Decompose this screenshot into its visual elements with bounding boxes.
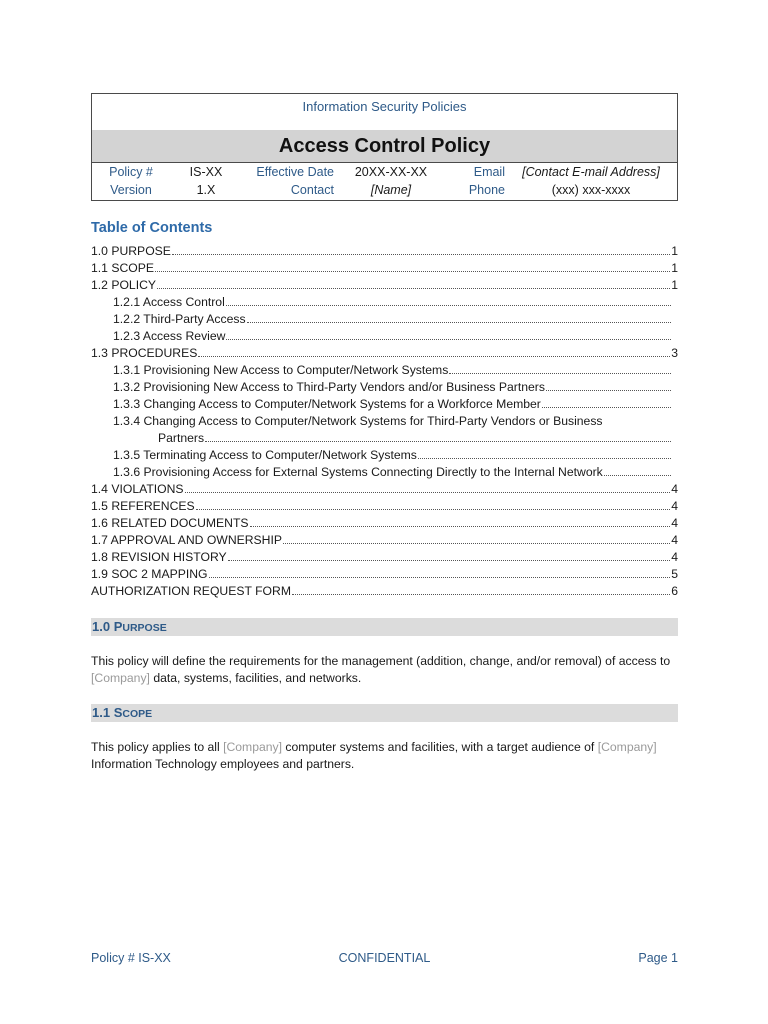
scope-paragraph: This policy applies to all [Company] computer systems and facilities, with a target audience of [Company] Information Technology employees and partners. [91,740,657,771]
toc-entry[interactable]: 1.3.2 Provisioning New Access to Third-Party Vendors and/or Business Partners [91,379,678,396]
footer-policy-number: Policy # IS-XX [91,951,171,965]
version-label: Version [110,183,152,197]
contact-label: Contact [290,183,334,197]
header-row-2 [92,181,677,199]
purpose-paragraph: This policy will define the requirements for the management (addition, change, and/or removal) of access to [Company] data, systems, facilities, and networks. [91,654,671,685]
policy-number-value: IS-XX [189,165,223,179]
company-placeholder: [Company] [223,740,283,754]
company-placeholder: [Company] [597,740,657,754]
page-footer [91,951,678,969]
header-category: Information Security Policies [302,99,467,114]
toc-entry-continued[interactable]: Partners [91,430,678,447]
policy-header-box [91,93,678,201]
toc-entry[interactable]: 1.2 POLICY 1 [91,278,678,292]
toc-entry[interactable]: 1.8 REVISION HISTORY 4 [91,550,678,564]
toc-heading: Table of Contents [91,220,213,236]
policy-number-label: Policy # [109,165,153,179]
toc-entry[interactable]: 1.0 PURPOSE 1 [91,244,678,258]
version-value: 1.X [196,183,216,197]
document-page [91,93,678,773]
toc-entry[interactable]: 1.2.1 Access Control [91,294,678,311]
toc-entry[interactable]: 1.3.5 Terminating Access to Computer/Network Systems [91,447,678,464]
toc-entry[interactable]: 1.3.3 Changing Access to Computer/Network Systems for a Workforce Member [91,396,678,413]
toc-entry[interactable]: 1.5 REFERENCES 4 [91,499,678,513]
document-title: Access Control Policy [92,130,677,162]
toc-entry[interactable]: 1.3.4 Changing Access to Computer/Network Systems for Third-Party Vendors or Business [113,414,603,428]
footer-confidential: CONFIDENTIAL [338,951,431,965]
toc-entry[interactable]: 1.3.6 Provisioning Access for External Systems Connecting Directly to the Internal Network [91,464,678,481]
effective-date-value: 20XX-XX-XX [354,165,428,179]
header-row-1 [92,162,677,181]
toc-entry[interactable]: 1.2.2 Third-Party Access [91,311,678,328]
effective-date-label: Effective Date [256,165,334,179]
toc-entry[interactable]: 1.1 SCOPE 1 [91,261,678,275]
toc-entry[interactable]: 1.6 RELATED DOCUMENTS 4 [91,516,678,530]
toc-entry[interactable]: 1.4 VIOLATIONS 4 [91,482,678,496]
toc-entry[interactable]: AUTHORIZATION REQUEST FORM 6 [91,584,678,598]
toc-entry[interactable]: 1.3.1 Provisioning New Access to Computer/Network Systems [91,362,678,379]
toc-entry[interactable]: 1.9 SOC 2 MAPPING 5 [91,567,678,581]
email-value: [Contact E-mail Address] [522,165,660,179]
phone-label: Phone [468,183,505,197]
footer-page-number: Page 1 [638,951,678,965]
toc-entry[interactable]: 1.7 APPROVAL AND OWNERSHIP 4 [91,533,678,547]
section-heading-scope: 1.1 SCOPE [91,704,678,722]
email-label: Email [473,165,505,179]
toc-entry[interactable]: 1.2.3 Access Review [91,328,678,345]
contact-value: [Name] [370,183,412,197]
table-of-contents [91,243,678,600]
section-heading-purpose: 1.0 PURPOSE [91,618,678,636]
toc-entry[interactable]: 1.3 PROCEDURES 3 [91,346,678,360]
company-placeholder: [Company] [91,671,150,685]
phone-value: (xxx) xxx-xxxx [551,183,631,197]
